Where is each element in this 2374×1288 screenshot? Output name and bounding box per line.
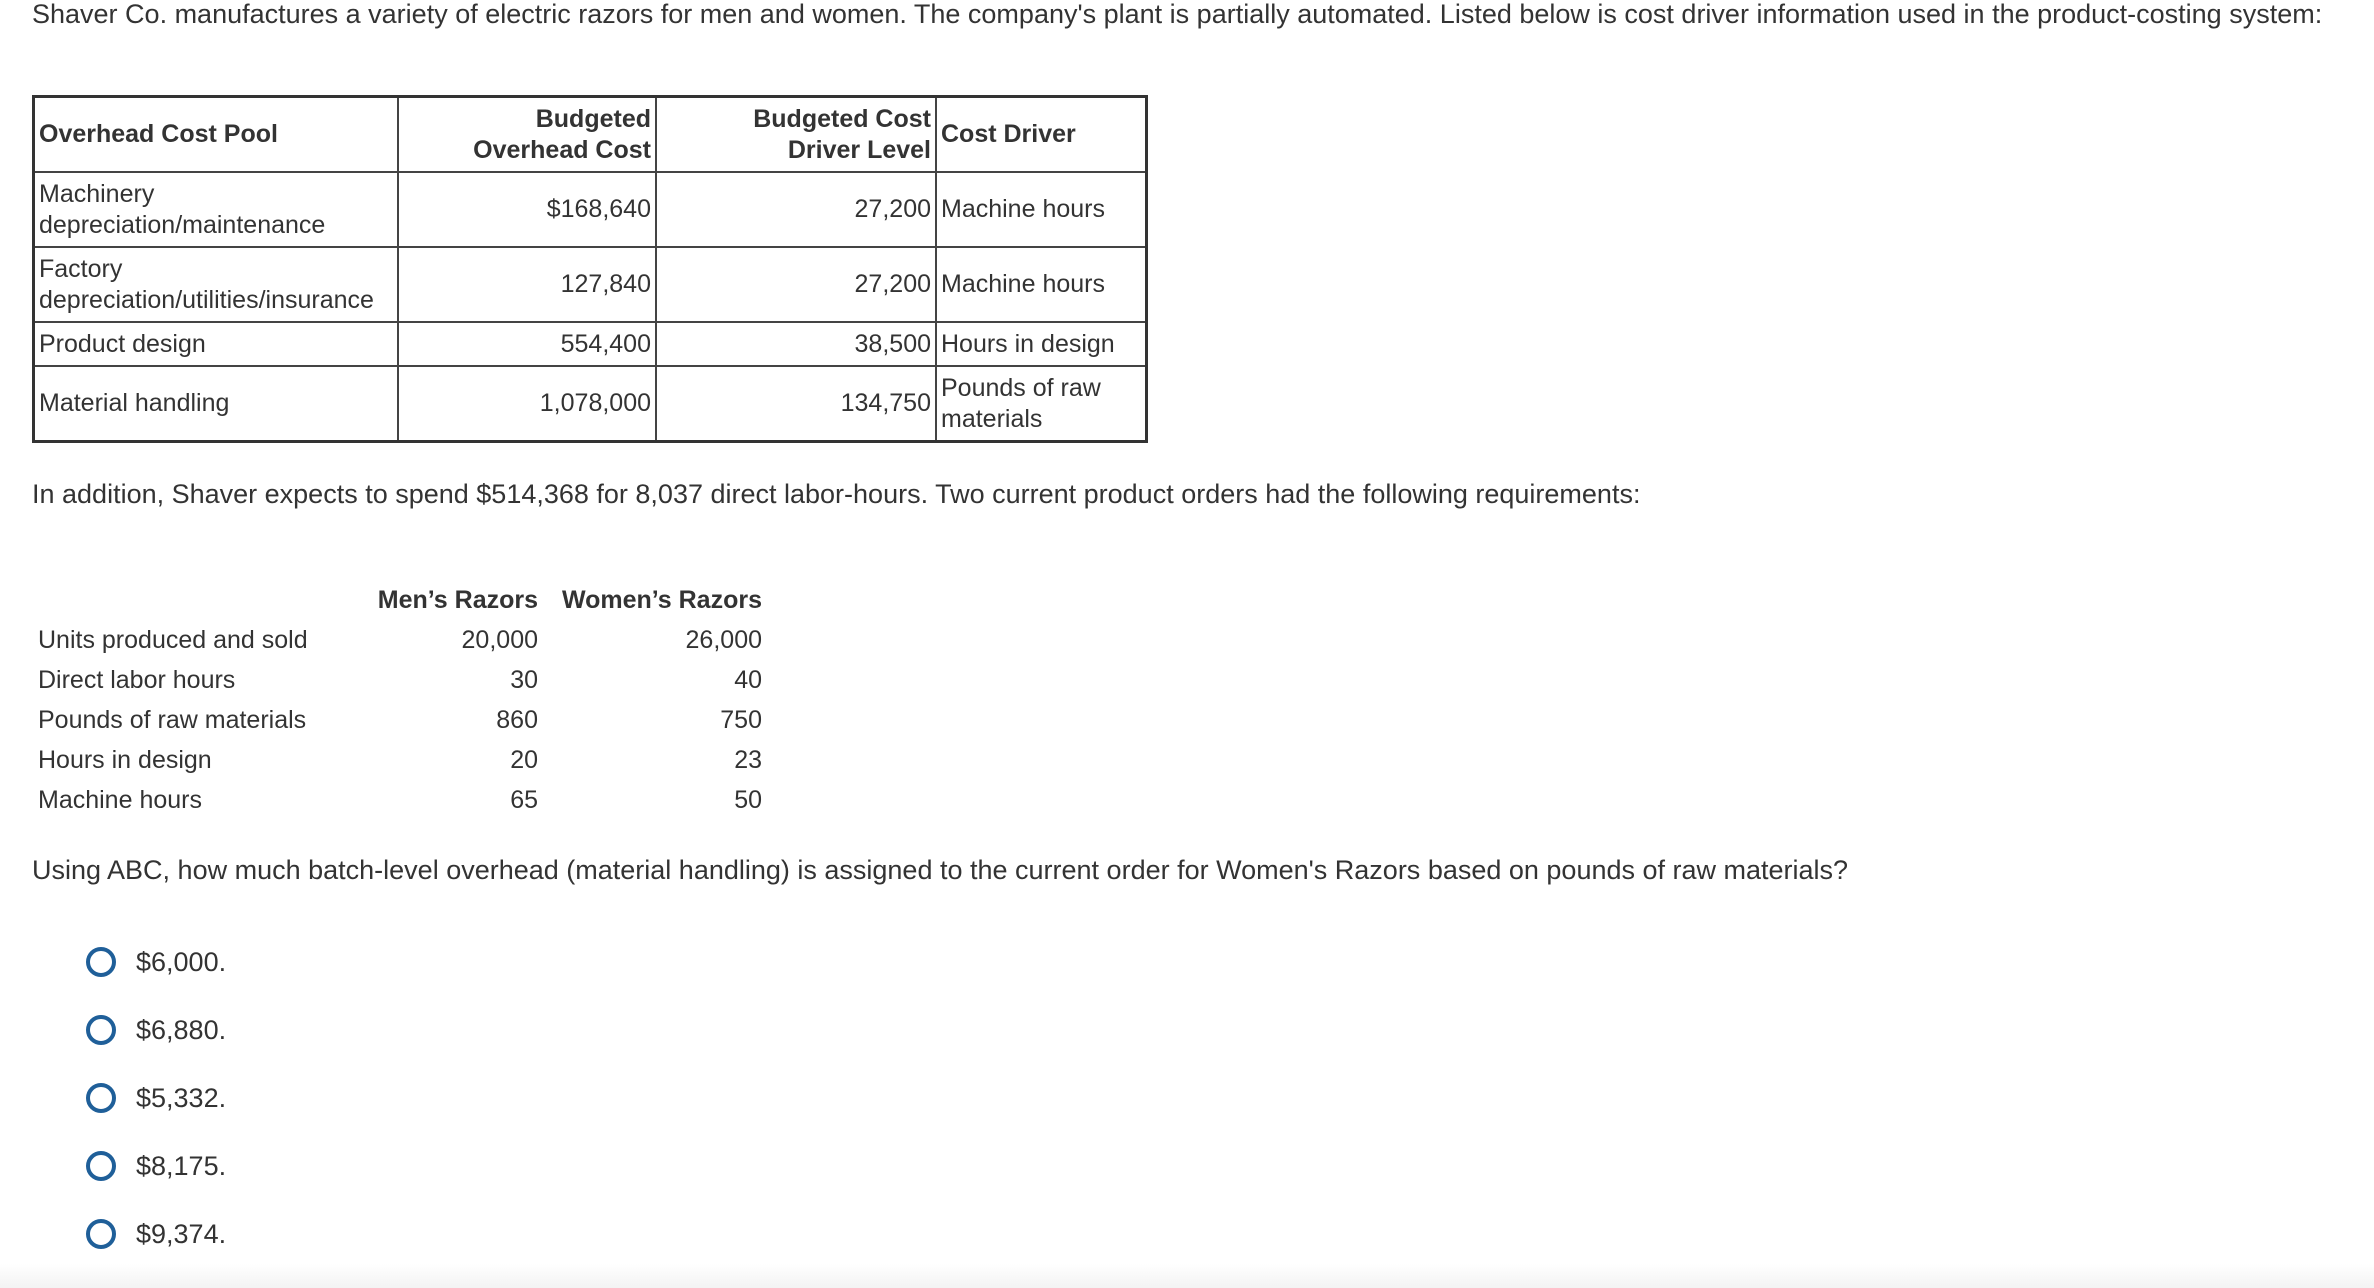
option-label[interactable]: $6,880. bbox=[136, 1014, 227, 1045]
header-line: Budgeted Cost bbox=[753, 104, 931, 133]
bottom-band bbox=[0, 1264, 2374, 1288]
radio-button-icon[interactable] bbox=[86, 1151, 116, 1181]
option-label[interactable]: $8,175. bbox=[136, 1150, 227, 1181]
header-budgeted-overhead-cost bbox=[398, 97, 656, 173]
pool-line: Machinery bbox=[39, 179, 155, 208]
req-row bbox=[30, 700, 762, 740]
header-line: Budgeted bbox=[535, 104, 651, 133]
cell-driver: Machine hours bbox=[936, 247, 1147, 322]
cell-pool bbox=[34, 247, 399, 322]
pool-line: Factory bbox=[39, 254, 123, 283]
cell-pool: Product design bbox=[34, 322, 399, 366]
intro-text: Shaver Co. manufactures a variety of electric razors for men and women. The company's plant is partially automated. Listed below is cost driver information used in the product-costing system: bbox=[32, 0, 2323, 29]
requirements-intro-text: In addition, Shaver expects to spend $514,368 for 8,037 direct labor-hours. Two current product orders had the following requirements: bbox=[32, 479, 1641, 509]
table-row bbox=[34, 172, 1147, 247]
req-men-value: 860 bbox=[496, 705, 538, 734]
option-c[interactable] bbox=[86, 1064, 226, 1132]
cell-pool: Material handling bbox=[34, 366, 399, 442]
table-row bbox=[34, 322, 1147, 366]
radio-button-icon[interactable] bbox=[86, 1015, 116, 1045]
header-line: Driver Level bbox=[787, 135, 931, 164]
req-row bbox=[30, 740, 762, 780]
req-women-value: 26,000 bbox=[685, 625, 762, 654]
cell-level: 134,750 bbox=[656, 366, 936, 442]
question-text: Using ABC, how much batch-level overhead (material handling) is assigned to the current order for Women's Razors based on pounds of raw materials? bbox=[32, 855, 1849, 885]
req-men-value: 20 bbox=[510, 745, 538, 774]
req-women-value: 40 bbox=[734, 665, 762, 694]
driver-line: materials bbox=[941, 404, 1043, 433]
header-budgeted-cost-driver-level bbox=[656, 97, 936, 173]
radio-button-icon[interactable] bbox=[86, 947, 116, 977]
pool-line: depreciation/utilities/insurance bbox=[39, 285, 374, 314]
req-header-blank bbox=[30, 580, 332, 620]
req-row bbox=[30, 660, 762, 700]
table-row bbox=[34, 247, 1147, 322]
req-header-row bbox=[30, 580, 762, 620]
overhead-cost-table bbox=[32, 95, 1148, 443]
cell-level: 27,200 bbox=[656, 172, 936, 247]
cell-driver bbox=[936, 366, 1147, 442]
req-row bbox=[30, 620, 762, 660]
req-men-value: 20,000 bbox=[461, 625, 538, 654]
req-label: Direct labor hours bbox=[38, 665, 236, 694]
header-line: Overhead Cost bbox=[473, 135, 651, 164]
option-b[interactable] bbox=[86, 996, 226, 1064]
driver-line: Pounds of raw bbox=[941, 373, 1101, 402]
pool-line: depreciation/maintenance bbox=[39, 210, 326, 239]
option-d[interactable] bbox=[86, 1132, 226, 1200]
req-label: Units produced and sold bbox=[38, 625, 308, 654]
cell-cost: 1,078,000 bbox=[398, 366, 656, 442]
table-row bbox=[34, 366, 1147, 442]
option-a[interactable] bbox=[86, 928, 226, 996]
req-women-value: 23 bbox=[734, 745, 762, 774]
option-label[interactable]: $6,000. bbox=[136, 946, 227, 977]
header-cost-driver: Cost Driver bbox=[936, 97, 1147, 173]
req-header-mens: Men’s Razors bbox=[377, 585, 538, 614]
cell-level: 27,200 bbox=[656, 247, 936, 322]
cell-level: 38,500 bbox=[656, 322, 936, 366]
req-header-womens: Women’s Razors bbox=[561, 585, 762, 614]
cell-cost: 554,400 bbox=[398, 322, 656, 366]
requirements-table bbox=[30, 580, 762, 820]
radio-button-icon[interactable] bbox=[86, 1083, 116, 1113]
cell-driver: Hours in design bbox=[936, 322, 1147, 366]
req-label: Hours in design bbox=[38, 745, 212, 774]
cell-pool bbox=[34, 172, 399, 247]
option-label[interactable]: $5,332. bbox=[136, 1082, 227, 1113]
req-men-value: 30 bbox=[510, 665, 538, 694]
option-label[interactable]: $9,374. bbox=[136, 1218, 227, 1249]
req-men-value: 65 bbox=[510, 785, 538, 814]
answer-options bbox=[86, 928, 226, 1268]
header-overhead-cost-pool: Overhead Cost Pool bbox=[34, 97, 399, 173]
req-row bbox=[30, 780, 762, 820]
cell-driver: Machine hours bbox=[936, 172, 1147, 247]
req-label: Machine hours bbox=[38, 785, 202, 814]
radio-button-icon[interactable] bbox=[86, 1219, 116, 1249]
option-e[interactable] bbox=[86, 1200, 226, 1268]
cell-cost: $168,640 bbox=[398, 172, 656, 247]
req-label: Pounds of raw materials bbox=[38, 705, 307, 734]
cell-cost: 127,840 bbox=[398, 247, 656, 322]
req-women-value: 50 bbox=[734, 785, 762, 814]
table-header-row bbox=[34, 97, 1147, 173]
req-women-value: 750 bbox=[720, 705, 762, 734]
